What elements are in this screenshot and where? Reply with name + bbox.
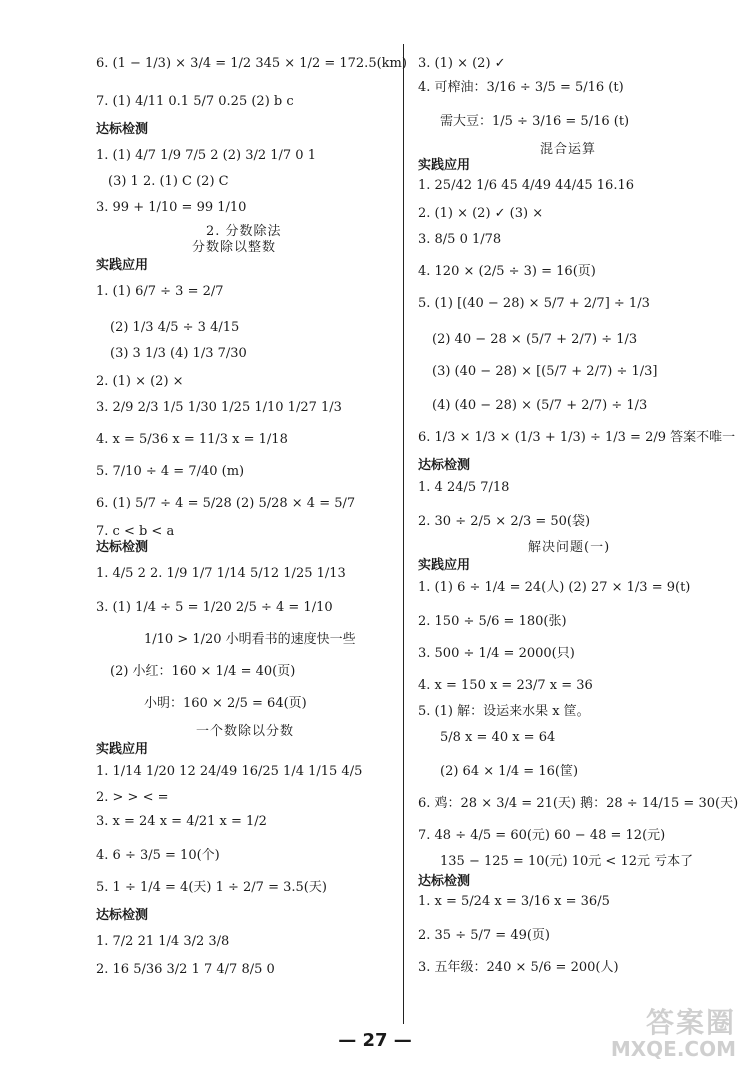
answer-line: 4. 120 × (2/5 ÷ 3) = 16(页) (418, 264, 596, 279)
answer-line: 3. 8/5 0 1/78 (418, 232, 502, 247)
answer-line: 2. 150 ÷ 5/6 = 180(张) (418, 614, 567, 629)
answer-line: 6. 1/3 × 1/3 × (1/3 + 1/3) ÷ 1/3 = 2/9 答案不唯一 (418, 430, 736, 445)
answer-line: (2) 40 − 28 × (5/7 + 2/7) ÷ 1/3 (432, 332, 638, 347)
section-heading: 实践应用 (418, 558, 471, 573)
answer-line: 6. (1 − 1/3) × 3/4 = 1/2 345 × 1/2 = 172.5(km) (96, 56, 407, 71)
answer-line: 5. 1 ÷ 1/4 = 4(天) 1 ÷ 2/7 = 3.5(天) (96, 880, 327, 895)
answer-line: 3. 500 ÷ 1/4 = 2000(只) (418, 646, 575, 661)
answer-line: (2) 64 × 1/4 = 16(筐) (440, 764, 579, 779)
section-heading: 达标检测 (418, 874, 471, 889)
answer-line: 混合运算 (540, 142, 597, 157)
answer-line: 2. 16 5/36 3/2 1 7 4/7 8/5 0 (96, 962, 275, 977)
answer-line: 2. > > < = (96, 790, 169, 805)
answer-line: 2. 分数除法 (206, 224, 282, 239)
section-heading: 实践应用 (96, 742, 149, 757)
section-heading: 达标检测 (96, 540, 149, 555)
answer-line: (4) (40 − 28) × (5/7 + 2/7) ÷ 1/3 (432, 398, 648, 413)
answer-line: (2) 1/3 4/5 ÷ 3 4/15 (110, 320, 240, 335)
answer-line: 小明：160 × 2/5 = 64(页) (144, 696, 307, 711)
answer-line: (3) (40 − 28) × [(5/7 + 2/7) ÷ 1/3] (432, 364, 658, 379)
watermark-url: MXQE.COM (610, 1037, 736, 1061)
answer-line: 1. 7/2 21 1/4 3/2 3/8 (96, 934, 230, 949)
answer-line: 1/10 > 1/20 小明看书的速度快一些 (144, 632, 356, 647)
answer-line: 4. 可榨油：3/16 ÷ 3/5 = 5/16 (t) (418, 80, 624, 95)
answer-line: 3. 99 + 1/10 = 99 1/10 (96, 200, 247, 215)
answer-line: 1. (1) 6/7 ÷ 3 = 2/7 (96, 284, 224, 299)
section-heading: 达标检测 (96, 908, 149, 923)
watermark-text: 答案圈 (645, 1006, 736, 1039)
answer-line: 3. (1) × (2) ✓ (418, 56, 506, 71)
answer-line: 5. (1) 解：设运来水果 x 筐。 (418, 704, 590, 719)
answer-line: 4. 6 ÷ 3/5 = 10(个) (96, 848, 220, 863)
answer-line: 1. (1) 4/7 1/9 7/5 2 (2) 3/2 1/7 0 1 (96, 148, 316, 163)
answer-line: 6. 鸡：28 × 3/4 = 21(天) 鹅：28 ÷ 14/15 = 30(天) (418, 796, 739, 811)
answer-line: 3. 五年级：240 × 5/6 = 200(人) (418, 960, 619, 975)
section-heading: 实践应用 (418, 158, 471, 173)
answer-line: 1. 25/42 1/6 45 4/49 44/45 16.16 (418, 178, 634, 193)
answer-line: (3) 3 1/3 (4) 1/3 7/30 (110, 346, 247, 361)
answer-line: (3) 1 2. (1) C (2) C (108, 174, 229, 189)
answer-line: 3. x = 24 x = 4/21 x = 1/2 (96, 814, 267, 829)
answer-line: 1. (1) 6 ÷ 1/4 = 24(人) (2) 27 × 1/3 = 9(t) (418, 580, 691, 595)
answer-line: 一个数除以分数 (196, 724, 295, 739)
answer-line: 1. x = 5/24 x = 3/16 x = 36/5 (418, 894, 610, 909)
answer-line: 6. (1) 5/7 ÷ 4 = 5/28 (2) 5/28 × 4 = 5/7 (96, 496, 356, 511)
answer-line: 7. c < b < a (96, 524, 175, 539)
answer-line: 2. 30 ÷ 2/5 × 2/3 = 50(袋) (418, 514, 591, 529)
column-divider (403, 44, 404, 1024)
answer-line: 135 − 125 = 10(元) 10元 < 12元 亏本了 (440, 854, 694, 869)
answer-line: (2) 小红：160 × 1/4 = 40(页) (110, 664, 296, 679)
answer-line: 5/8 x = 40 x = 64 (440, 730, 556, 745)
answer-line: 4. x = 150 x = 23/7 x = 36 (418, 678, 593, 693)
answer-line: 1. 1/14 1/20 12 24/49 16/25 1/4 1/15 4/5 (96, 764, 363, 779)
answer-line: 4. x = 5/36 x = 11/3 x = 1/18 (96, 432, 288, 447)
section-heading: 实践应用 (96, 258, 149, 273)
answer-line: 3. (1) 1/4 ÷ 5 = 1/20 2/5 ÷ 4 = 1/10 (96, 600, 333, 615)
answer-line: 5. 7/10 ÷ 4 = 7/40 (m) (96, 464, 245, 479)
answer-line: 3. 2/9 2/3 1/5 1/30 1/25 1/10 1/27 1/3 (96, 400, 342, 415)
answer-line: 1. 4 24/5 7/18 (418, 480, 510, 495)
answer-line: 2. (1) × (2) ✓ (3) × (418, 206, 544, 221)
answer-line: 2. 35 ÷ 5/7 = 49(页) (418, 928, 550, 943)
answer-line: 5. (1) [(40 − 28) × 5/7 + 2/7] ÷ 1/3 (418, 296, 650, 311)
watermark-logo (586, 1001, 736, 1061)
page-number: — 27 — (338, 1030, 412, 1051)
answer-line: 2. (1) × (2) × (96, 374, 184, 389)
section-heading: 达标检测 (418, 458, 471, 473)
answer-line: 需大豆：1/5 ÷ 3/16 = 5/16 (t) (440, 114, 630, 129)
answer-line: 分数除以整数 (192, 240, 277, 255)
answer-line: 7. (1) 4/11 0.1 5/7 0.25 (2) b c (96, 94, 294, 109)
answer-line: 解决问题(一) (528, 540, 611, 555)
section-heading: 达标检测 (96, 122, 149, 137)
answer-line: 7. 48 ÷ 4/5 = 60(元) 60 − 48 = 12(元) (418, 828, 666, 843)
answer-line: 1. 4/5 2 2. 1/9 1/7 1/14 5/12 1/25 1/13 (96, 566, 346, 581)
